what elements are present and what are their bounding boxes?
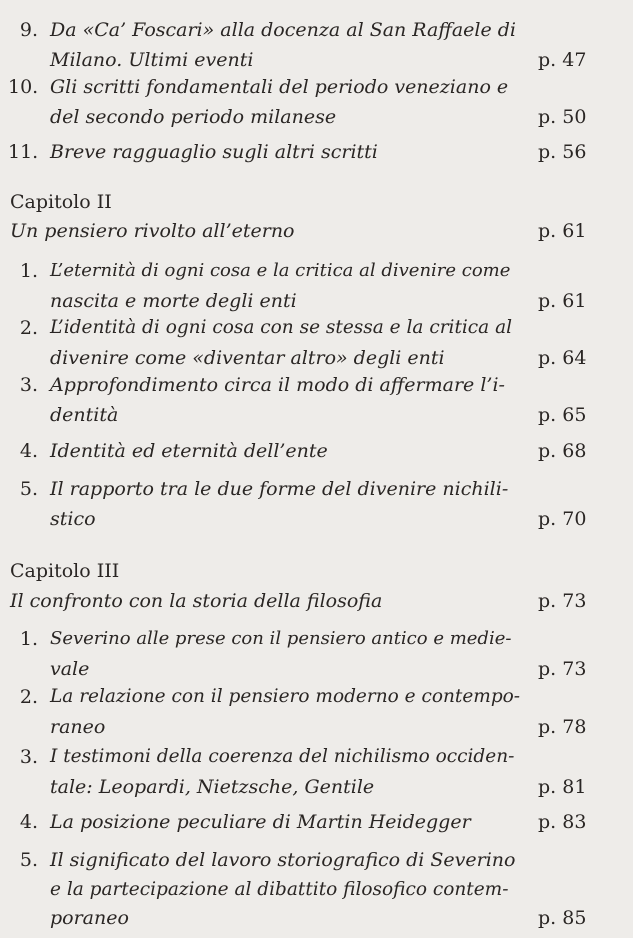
chapter-page: p. 73: [538, 590, 587, 612]
chapter-label: Capitolo III: [10, 560, 120, 582]
entry-page: p. 64: [538, 347, 587, 369]
entry-page: p. 68: [538, 440, 587, 462]
entry-number: 4.: [19, 440, 38, 462]
entry-number: 3.: [19, 746, 38, 768]
entry-page: p. 73: [538, 658, 587, 680]
entry-title-line: Severino alle prese con il pensiero antico e medie-: [50, 628, 512, 649]
entry-title-line: I testimoni della coerenza del nichilismo occiden-: [50, 746, 515, 767]
entry-title-line: La relazione con il pensiero moderno e contempo-: [50, 686, 521, 707]
entry-page: p. 85: [538, 907, 587, 929]
entry-number: 2.: [19, 686, 38, 708]
entry-page: p. 83: [538, 811, 587, 833]
entry-title-line: L’eternità di ogni cosa e la critica al divenire come: [50, 260, 511, 281]
entry-number: 5.: [19, 478, 38, 500]
entry-number: 10.: [8, 76, 39, 98]
chapter-title: Il confronto con la storia della filosofia: [10, 590, 383, 612]
entry-page: p. 65: [538, 404, 587, 426]
entry-number: 1.: [19, 628, 38, 650]
entry-title-line: vale: [50, 658, 90, 680]
entry-page: p. 61: [538, 290, 587, 312]
chapter-label: Capitolo II: [10, 191, 112, 213]
entry-title-line: divenire come «diventar altro» degli enti: [50, 347, 445, 369]
entry-title-line: Approfondimento circa il modo di affermare l’i-: [50, 374, 505, 396]
entry-page: p. 50: [538, 106, 587, 128]
entry-title-line: Da «Ca’ Foscari» alla docenza al San Raffaele di: [50, 19, 517, 41]
entry-page: p. 78: [538, 716, 587, 738]
entry-title-line: tale: Leopardi, Nietzsche, Gentile: [50, 776, 375, 798]
entry-title-line: La posizione peculiare di Martin Heidegger: [50, 811, 471, 833]
entry-title-line: Milano. Ultimi eventi: [50, 49, 254, 71]
entry-title-line: Breve ragguaglio sugli altri scritti: [50, 141, 378, 163]
entry-title-line: Il rapporto tra le due forme del divenire nichili-: [50, 478, 509, 500]
entry-title-line: stico: [50, 508, 96, 530]
chapter-title: Un pensiero rivolto all’eterno: [10, 220, 295, 242]
entry-title-line: poraneo: [50, 907, 129, 929]
entry-title-line: Identità ed eternità dell’ente: [50, 440, 328, 462]
entry-title-line: Il significato del lavoro storiografico di Severino: [50, 849, 516, 871]
entry-title-line: dentità: [50, 404, 119, 426]
entry-page: p. 81: [538, 776, 587, 798]
entry-title-line: L’identità di ogni cosa con se stessa e la critica al: [50, 317, 513, 338]
entry-page: p. 70: [538, 508, 587, 530]
entry-title-line: e la partecipazione al dibattito filosofico contem-: [50, 879, 509, 900]
entry-number: 3.: [19, 374, 38, 396]
entry-number: 1.: [19, 260, 38, 282]
entry-number: 11.: [8, 141, 39, 163]
entry-title-line: Gli scritti fondamentali del periodo veneziano e: [50, 76, 509, 98]
entry-title-line: nascita e morte degli enti: [50, 290, 297, 312]
chapter-page: p. 61: [538, 220, 587, 242]
entry-number: 5.: [19, 849, 38, 871]
entry-page: p. 47: [538, 49, 587, 71]
entry-title-line: del secondo periodo milanese: [50, 106, 337, 128]
entry-number: 4.: [19, 811, 38, 833]
entry-number: 9.: [19, 19, 38, 41]
entry-number: 2.: [19, 317, 38, 339]
entry-title-line: raneo: [50, 716, 106, 738]
entry-page: p. 56: [538, 141, 587, 163]
